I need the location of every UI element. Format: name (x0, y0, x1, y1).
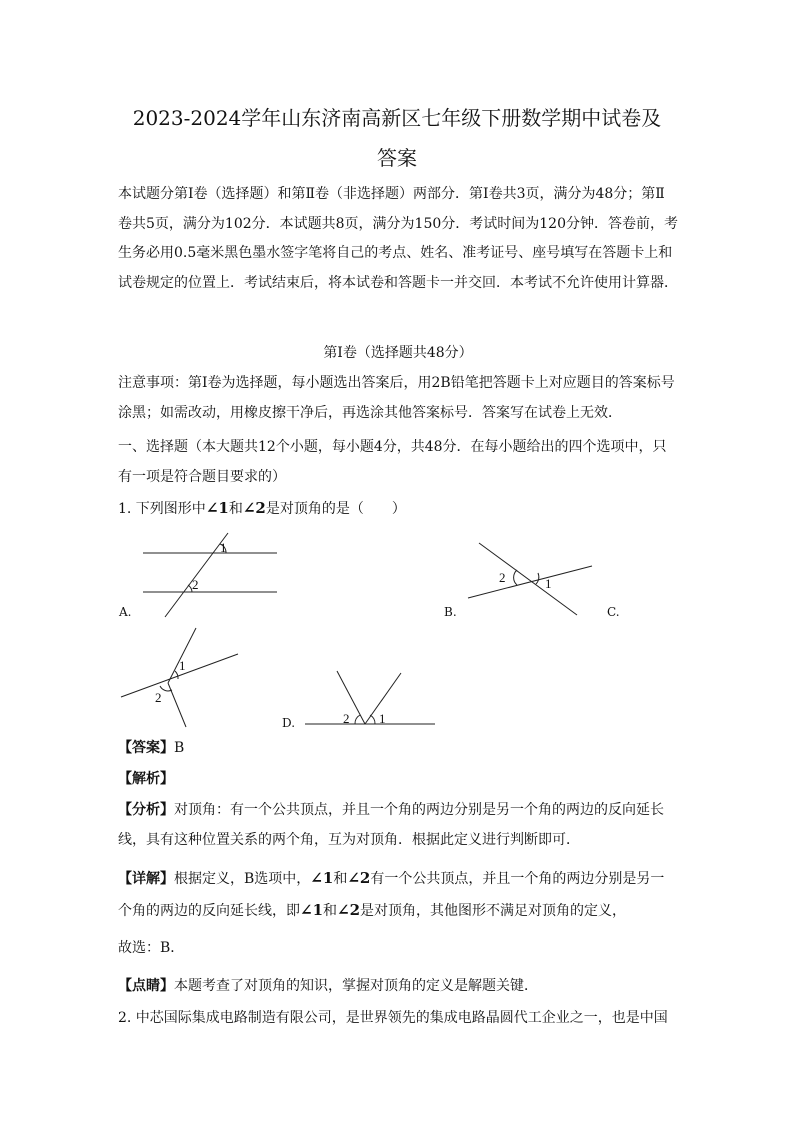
notice-paragraph: 注意事项：第Ⅰ卷为选择题，每小题选出答案后，用2B铅笔把答题卡上对应题目的答案标号涂黑；如需改动，用橡皮擦干净后，再选涂其他答案标号．答案写在试卷上无效． (118, 375, 675, 421)
option-d-label: D. (282, 716, 296, 730)
fig-a-label-1: 1 (220, 540, 227, 555)
figure-option-b (465, 537, 595, 617)
option-b-label: B. (444, 605, 457, 619)
title-line-2: 答案 (377, 146, 417, 170)
part-heading: 一、选择题（本大题共12个小题，每小题4分，共48分．在每小题给出的四个选项中，只有一项是符合题目要求的） (118, 439, 667, 485)
answer-value: B (174, 740, 185, 756)
detail-and-2: 和 (323, 903, 338, 919)
option-c-label: C. (607, 605, 620, 619)
detail-b: 有一个公共顶点，并且一个角的两边分别是另一 (370, 871, 665, 887)
analysis-tag: 【解析】 (118, 771, 174, 787)
comment-text: 本题考查了对顶角的知识，掌握对顶角的定义是解题关键． (174, 978, 538, 994)
detail-angle-1b: ∠1 (300, 901, 324, 919)
q1-and: 和 (228, 501, 243, 517)
detail-tag: 【详解】 (118, 871, 174, 887)
angle-1-symbol: ∠1 (205, 499, 229, 517)
detail-a: 根据定义，B选项中， (174, 871, 311, 887)
fenxi-tag: 【分析】 (118, 802, 174, 818)
figure-option-d (303, 668, 438, 730)
detail-angle-2: ∠2 (347, 869, 371, 887)
figure-option-a (140, 530, 280, 620)
q1-suffix: 是对顶角的是（ ） (265, 501, 406, 517)
fig-c-label-2: 2 (155, 690, 162, 705)
detail-and-1: 和 (333, 871, 348, 887)
option-a-label: A. (119, 605, 132, 619)
section-heading: 第Ⅰ卷（选择题共48分） (323, 345, 473, 361)
fig-b-label-1: 1 (545, 576, 552, 591)
fig-a-label-2: 2 (192, 577, 199, 592)
fenxi-text: 对顶角：有一个公共顶点，并且一个角的两边分别是另一个角的两边的反向延长线，具有这种位置关系的两个角，互为对顶角．根据此定义进行判断即可． (118, 802, 664, 848)
comment-line (118, 975, 678, 995)
fig-c-label-1: 1 (179, 658, 186, 673)
detail-c: 个角的两边的反向延长线，即 (118, 903, 300, 919)
detail-angle-2b: ∠2 (337, 901, 361, 919)
analysis-paragraph (118, 796, 678, 855)
fig-b-label-2: 2 (499, 570, 506, 585)
comment-tag: 【点睛】 (118, 978, 174, 994)
detail-line-2 (118, 900, 678, 920)
q1-prefix: 1. 下列图形中 (118, 501, 206, 517)
choose-line: 故选：B． (118, 940, 185, 956)
angle-2-symbol: ∠2 (242, 499, 266, 517)
answer-line (118, 737, 678, 757)
detail-line-1 (118, 868, 678, 888)
answer-tag: 【答案】 (118, 740, 174, 756)
fig-d-label-1: 1 (379, 711, 386, 726)
intro-paragraph: 本试题分第Ⅰ卷（选择题）和第Ⅱ卷（非选择题）两部分．第Ⅰ卷共3页，满分为48分；第Ⅱ卷共5页，满分为102分．本试题共8页，满分为150分．考试时间为120分钟．答卷前，考生务必用0.5毫米黑色墨水签字笔将自己的考点、姓名、准考证号、座号填写在答题卡上和试卷规定的位置上．考试结束后，将本试卷和答题卡一并交回．本考试不允许使用计算器． (118, 186, 678, 291)
question-1-stem (118, 498, 678, 518)
question-2-stem: 2. 中芯国际集成电路制造有限公司，是世界领先的集成电路晶圆代工企业之一，也是中国 (118, 1010, 668, 1026)
detail-d: 是对顶角，其他图形不满足对顶角的定义， (360, 903, 627, 919)
title-line-1: 2023-2024学年山东济南高新区七年级下册数学期中试卷及 (132, 106, 662, 130)
fig-d-label-2: 2 (343, 711, 350, 726)
figure-option-c (118, 625, 243, 730)
detail-angle-1: ∠1 (310, 869, 334, 887)
document-title (110, 98, 684, 178)
